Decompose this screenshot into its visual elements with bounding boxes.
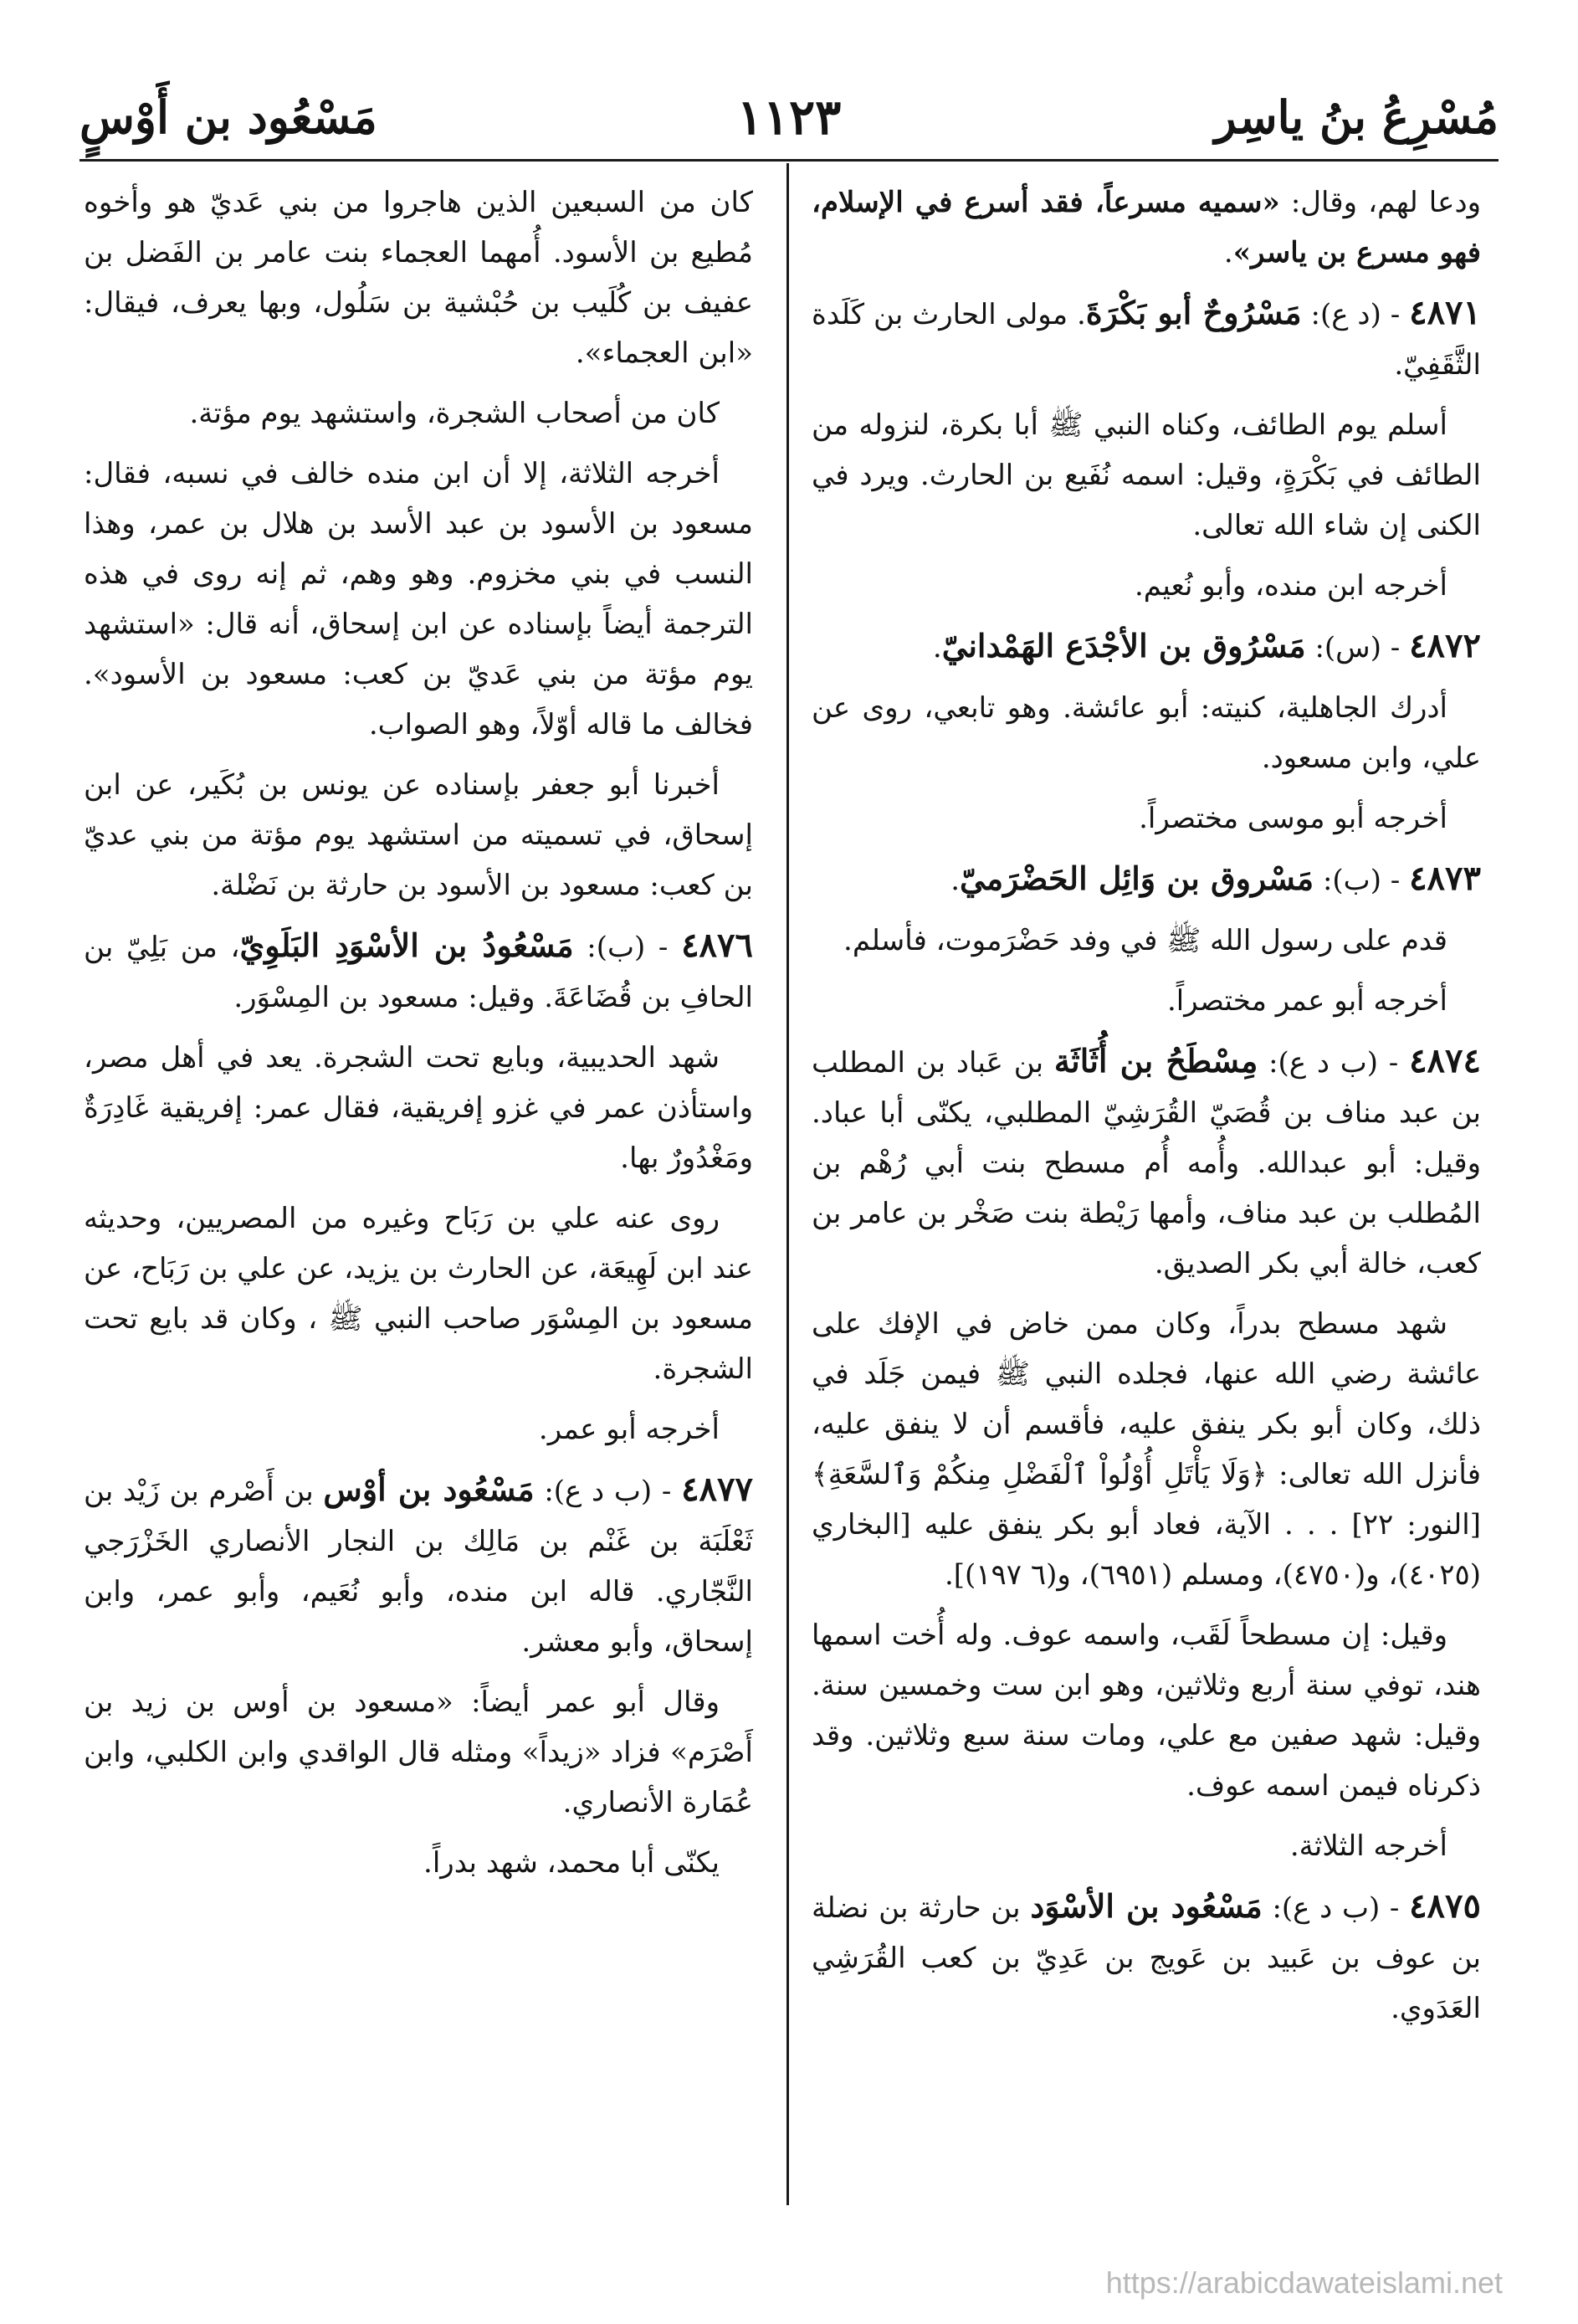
entry-4871: ٤٨٧١ - (د ع): مَسْرُوحٌ أبو بَكْرَةَ. مولى الحارث بن كَلَدة الثَّقَفِيّ. [812,293,1482,382]
entry-4873: ٤٨٧٣ - (ب): مَسْروق بن وَائِل الحَضْرَميّ. [950,859,1481,898]
entry-4877: ٤٨٧٧ - (ب د ع): مَسْعُود بن أوْس بن أَصْرم بن زَيْد بن ثَعْلَبَة بن غَنْم بن مَالِك بن النجار الأنصاري الخَزْرَجي النَّجّاري. قاله ابن منده، وأبو نُعَيم، وأبو عمر، وابن إسحاق، وأبو معشر. [84,1470,753,1659]
paragraph: أدرك الجاهلية، كنيته: أبو عائشة. وهو تابعي، روى عن علي، وابن مسعود. [812,691,1481,775]
paragraph: وقيل: إن مسطحاً لَقَب، واسمه عوف. وله أُخت اسمها هند، توفي سنة أربع وثلاثين، وهو ابن ست وخمسين سنة. وقيل: شهد صفين مع علي، ومات سنة سبع وثلاثين. وقد ذكرناه فيمن اسمه عوف. [812,1619,1481,1803]
paragraph: شهد مسطح بدراً، وكان ممن خاض في الإفك على عائشة رضي الله عنها، فجلده النبي ﷺ فيمن جَلَد في ذلك، وكان أبو بكر ينفق عليه، فأقسم أن لا ينفق عليه، فأنزل الله تعالى: ﴿وَلَا يَأْتَلِ أُوْلُواْ ٱلْفَضْلِ مِنكُمْ وَٱلسَّعَةِ﴾ [النور: ٢٢] . . . الآية، فعاد أبو بكر ينفق عليه [البخاري (٤٠٢٥)، و(٤٧٥٠)، ومسلم (٦٩٥١)، و(٦ ١٩٧)]. [812,1307,1481,1592]
entry-name: مَسْرُوق بن الأجْدَع الهَمْدانيّ [941,627,1306,664]
paragraph: أخبرنا أبو جعفر بإسناده عن يونس بن بُكَير، عن ابن إسحاق، في تسميته من استشهد يوم مؤتة من بني عديّ بن كعب: مسعود بن الأسود بن حارثة بن نَضْلة. [84,768,753,902]
paragraph: أخرجه ابن منده، وأبو نُعيم. [1134,569,1447,603]
entry-name: مَسْعُودُ بن الأسْوَدِ البَلَوِيّ [239,926,574,964]
paragraph: أخرجه الثلاثة، إلا أن ابن منده خالف في نسبه، فقال: مسعود بن الأسود بن عبد الأسد بن هلال بن عمر، وهذا النسب في بني مخزوم. وهو وهم، ثم إنه روى في هذه الترجمة أيضاً بإسناده عن ابن إسحاق، أنه قال: «استشهد يوم مؤتة من بني عَديّ بن كعب: مسعود بن الأسود». فخالف ما قاله أوّلاً، وهو الصواب. [84,457,753,741]
quote: «سميه مسرعاً، فقد أسرع في الإسلام، فهو مسرع بن ياسر» [812,186,1481,269]
paragraph: وقال أبو عمر أيضاً: «مسعود بن أوس بن زيد بن أَصْرَم» فزاد «زيداً» ومثله قال الواقدي وابن الكلبي، وابن عُمَارة الأنصاري. [84,1685,753,1819]
paragraph: كان من أصحاب الشجرة، واستشهد يوم مؤتة. [189,397,720,430]
paragraph: أخرجه أبو عمر مختصراً. [1167,984,1447,1018]
entry-number: ٤٨٧٧ [681,1470,753,1509]
entry-number: ٤٨٧٦ [681,926,753,965]
header-rule [79,159,1499,162]
right-column [812,177,1481,2044]
paragraph: كان من السبعين الذين هاجروا من بني عَديّ هو وأخوه مُطيع بن الأسود. أُمهما العجماء بنت عامر بن الفَضل بن عفيف بن كُلَيب بن حُبْشية بن سَلُول، وبها يعرف، فيقال: «ابن العجماء». [84,186,753,370]
paragraph: روى عنه علي بن رَبَاح وغيره من المصريين، وحديثه عند ابن لَهِيعَة، عن الحارث بن يزيد، عن علي بن رَبَاح، عن مسعود بن المِسْوَر صاحب النبي ﷺ ، وكان قد بايع تحت الشجرة. [84,1202,753,1386]
entry-name: مَسْروق بن وَائِل الحَضْرَميّ [960,859,1314,897]
entry-4876: ٤٨٧٦ - (ب): مَسْعُودُ بن الأسْوَدِ البَلَوِيّ، من بَلِيّ بن الحافِ بن قُضَاعَةَ. وقيل: مسعود بن المِسْوَر. [84,926,753,1014]
entry-name: مَسْعُود بن أوْس [323,1470,535,1508]
column-divider [786,163,789,2205]
entry-number: ٤٨٧٣ [1409,859,1481,898]
paragraph: ودعا لهم، وقال: «سميه مسرعاً، فقد أسرع في الإسلام، فهو مسرع بن ياسر». [812,186,1481,269]
page-number: ١١٢٣ [736,89,842,146]
entry-4875: ٤٨٧٥ - (ب د ع): مَسْعُود بن الأسْوَد بن حارثة بن نضلة بن عوف بن عَبيد بن عَويج بن عَدِيّ بن كعب القُرَشِي العَدَوي. [812,1886,1481,2025]
paragraph: قدم على رسول الله ﷺ في وفد حَضْرَموت، فأسلم. [843,924,1447,957]
running-title-left: مَسْعُود بن أَوْسٍ [79,90,377,144]
entry-number: ٤٨٧٥ [1409,1886,1481,1926]
entry-name: مَسْرُوحٌ أبو بَكْرَةَ [1085,294,1302,331]
entry-number: ٤٨٧٢ [1409,626,1481,665]
page-header [79,80,1499,155]
paragraph: أخرجه أبو عمر. [538,1413,720,1446]
paragraph: أخرجه الثلاثة. [1289,1829,1447,1863]
paragraph: يكنّى أبا محمد، شهد بدراً. [423,1846,720,1880]
entry-4874: ٤٨٧٤ - (ب د ع): مِسْطَحُ بن أُثَاثَة بن عَباد بن المطلب بن عبد مناف بن قُصَيّ القُرَشِيّ المطلبي، يكنّى أبا عباد. وقيل: أبو عبدالله. وأُمه أُم مسطح بنت أبي رُهْم بن المُطلب بن عبد مناف، وأمها رَيْطة بنت صَخْر بن عامر بن كعب، خالة أبي بكر الصديق. [812,1041,1481,1280]
paragraph: شهد الحديبية، وبايع تحت الشجرة. يعد في أهل مصر، واستأذن عمر في غزو إفريقية، فقال عمر: إفريقية غَادِرَةٌ ومَغْدُورٌ بها. [84,1041,753,1175]
entry-number: ٤٨٧٤ [1409,1041,1481,1080]
entry-4872: ٤٨٧٢ - (س): مَسْرُوق بن الأجْدَع الهَمْدانيّ. [932,626,1481,665]
entry-name: مِسْطَحُ بن أُثَاثَة [1053,1042,1258,1080]
entry-name: مَسْعُود بن الأسْوَد [1030,1887,1263,1925]
paragraph: أسلم يوم الطائف، وكناه النبي ﷺ أبا بكرة، لنزوله من الطائف في بَكْرَةٍ، وقيل: اسمه نُفَيع بن الحارث. ويرد في الكنى إن شاء الله تعالى. [812,408,1481,542]
paragraph: أخرجه أبو موسى مختصراً. [1139,802,1447,835]
left-column [84,177,753,1898]
watermark-url: https://arabicdawateislami.net [1105,2265,1503,2300]
running-title-right: مُسْرِعُ بنُ ياسِر [1214,90,1499,144]
entry-number: ٤٨٧١ [1409,293,1482,332]
